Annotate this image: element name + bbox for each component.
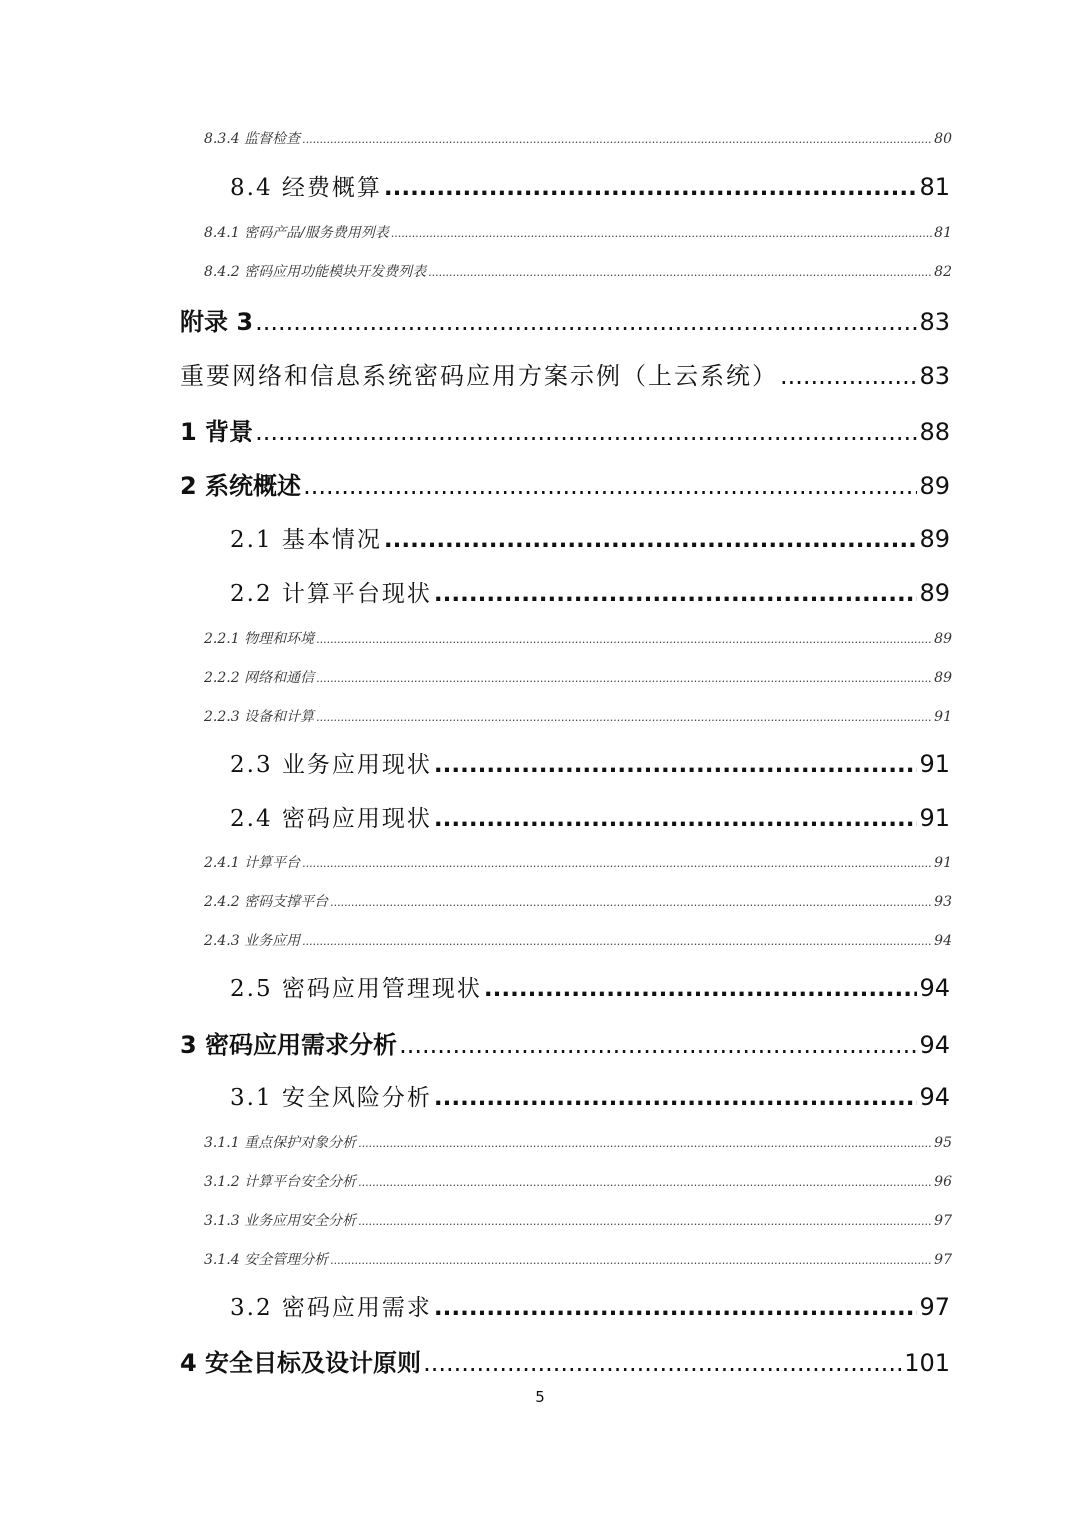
toc-entry-label: 2 系统概述: [180, 472, 302, 500]
toc-entry-page: 81: [919, 173, 950, 201]
toc-leader-dots: [316, 670, 932, 686]
toc-entry-8-4-1[interactable]: [204, 222, 952, 242]
toc-entry-label: 3.1.4 安全管理分析: [204, 1252, 329, 1268]
toc-leader-dots: [255, 418, 917, 446]
toc-entry-label: 8.4.2 密码应用功能模块开发费列表: [204, 264, 427, 280]
toc-entry-page: 91: [919, 804, 950, 832]
toc-entry-page: 82: [934, 264, 952, 280]
toc-leader-dots: [434, 1295, 918, 1321]
toc-entry-label: 附录 3: [180, 308, 254, 336]
toc-entry-3-1-1[interactable]: [204, 1132, 952, 1152]
toc-entry-label: 2.4.3 业务应用: [204, 933, 301, 949]
toc-leader-dots: [434, 806, 918, 832]
toc-leader-dots: [316, 631, 932, 647]
toc-leader-dots: [330, 1252, 932, 1268]
toc-leader-dots: [358, 1135, 932, 1151]
toc-entry-page: 89: [919, 579, 950, 607]
toc-leader-dots: [434, 1085, 918, 1111]
toc-entry-appendix-3-title[interactable]: [180, 356, 950, 391]
toc-entry-label: 8.3.4 监督检查: [204, 131, 301, 147]
toc-leader-dots: [302, 131, 932, 147]
toc-entry-page: 89: [919, 472, 950, 500]
toc-leader-dots: [434, 752, 918, 778]
toc-entry-page: 88: [919, 418, 950, 446]
toc-entry-label: 3.2 密码应用需求: [230, 1295, 432, 1321]
toc-entry-8-4[interactable]: [230, 169, 950, 202]
page-number: 5: [535, 1388, 545, 1406]
toc-leader-dots: [434, 581, 918, 607]
toc-leader-dots: [780, 362, 917, 390]
toc-entry-label: 重要网络和信息系统密码应用方案示例（上云系统）: [180, 362, 778, 390]
toc-entry-2-2-3[interactable]: [204, 706, 952, 726]
toc-entry-page: 80: [934, 131, 952, 147]
toc-entry-label: 2.4 密码应用现状: [230, 806, 432, 832]
toc-entry-2-4-3[interactable]: [204, 930, 952, 950]
toc-leader-dots: [255, 308, 917, 336]
toc-entry-label: 2.4.2 密码支撑平台: [204, 894, 329, 910]
toc-entry-label: 3.1.2 计算平台安全分析: [204, 1174, 357, 1190]
toc-entry-4[interactable]: [180, 1343, 950, 1378]
toc-leader-dots: [484, 976, 918, 1002]
toc-entry-label: 4 安全目标及设计原则: [180, 1349, 422, 1377]
toc-entry-label: 3.1.3 业务应用安全分析: [204, 1213, 357, 1229]
toc-entry-label: 3.1 安全风险分析: [230, 1085, 432, 1111]
toc-entry-3-1-3[interactable]: [204, 1210, 952, 1230]
toc-entry-label: 2.4.1 计算平台: [204, 855, 301, 871]
toc-entry-page: 89: [934, 631, 952, 647]
toc-entry-page: 97: [919, 1293, 950, 1321]
toc-entry-3-1[interactable]: [230, 1079, 950, 1112]
toc-leader-dots: [399, 1031, 917, 1059]
toc-entry-2-3[interactable]: [230, 746, 950, 779]
toc-entry-page: 89: [934, 670, 952, 686]
toc-entry-page: 94: [934, 933, 952, 949]
toc-leader-dots: [302, 933, 932, 949]
toc-entry-3[interactable]: [180, 1025, 950, 1060]
toc-entry-page: 81: [934, 225, 952, 241]
toc-entry-page: 93: [934, 894, 952, 910]
toc-entry-page: 96: [934, 1174, 952, 1190]
toc-entry-label: 2.2 计算平台现状: [230, 581, 432, 607]
toc-entry-page: 97: [934, 1213, 952, 1229]
toc-entry-page: 94: [919, 1083, 950, 1111]
toc-entry-1[interactable]: [180, 412, 950, 447]
toc-leader-dots: [423, 1349, 902, 1377]
toc-leader-dots: [391, 225, 932, 241]
toc-entry-label: 2.2.1 物理和环境: [204, 631, 315, 647]
toc-entry-appendix-3[interactable]: [180, 302, 950, 337]
toc-entry-label: 2.2.2 网络和通信: [204, 670, 315, 686]
toc-entry-label: 2.1 基本情况: [230, 527, 382, 553]
toc-entry-2-5[interactable]: [230, 970, 950, 1003]
toc-entry-page: 91: [934, 855, 952, 871]
toc-entry-label: 2.2.3 设备和计算: [204, 709, 315, 725]
toc-entry-label: 8.4.1 密码产品/服务费用列表: [204, 225, 389, 241]
toc-leader-dots: [428, 264, 932, 280]
toc-leader-dots: [384, 527, 918, 553]
toc-entry-page: 91: [919, 750, 950, 778]
toc-entry-page: 89: [919, 525, 950, 553]
toc-entry-label: 8.4 经费概算: [230, 175, 382, 201]
toc-leader-dots: [358, 1174, 932, 1190]
toc-entry-page: 94: [919, 1031, 950, 1059]
toc-entry-page: 101: [904, 1349, 950, 1377]
toc-entry-3-2[interactable]: [230, 1289, 950, 1322]
toc-entry-2-2-1[interactable]: [204, 628, 952, 648]
toc-leader-dots: [302, 855, 932, 871]
toc-entry-page: 94: [919, 974, 950, 1002]
toc-entry-page: 91: [934, 709, 952, 725]
toc-entry-2-1[interactable]: [230, 521, 950, 554]
toc-entry-2-2-2[interactable]: [204, 667, 952, 687]
toc-entry-2-4-1[interactable]: [204, 852, 952, 872]
toc-entry-label: 3.1.1 重点保护对象分析: [204, 1135, 357, 1151]
toc-leader-dots: [316, 709, 932, 725]
toc-entry-label: 2.5 密码应用管理现状: [230, 976, 482, 1002]
toc-entry-label: 3 密码应用需求分析: [180, 1031, 398, 1059]
toc-entry-page: 97: [934, 1252, 952, 1268]
toc-leader-dots: [303, 472, 917, 500]
toc-entry-2-2[interactable]: [230, 575, 950, 608]
toc-leader-dots: [358, 1213, 932, 1229]
toc-entry-2-4-2[interactable]: [204, 891, 952, 911]
toc-entry-page: 95: [934, 1135, 952, 1151]
toc-entry-label: 2.3 业务应用现状: [230, 752, 432, 778]
toc-entry-page: 83: [919, 362, 950, 390]
toc-entry-8-3-4[interactable]: [204, 128, 952, 148]
toc-entry-3-1-2[interactable]: [204, 1171, 952, 1191]
toc-entry-page: 83: [919, 308, 950, 336]
toc-entry-label: 1 背景: [180, 418, 254, 446]
toc-entry-2-4[interactable]: [230, 800, 950, 833]
toc-leader-dots: [384, 175, 918, 201]
toc-entry-2[interactable]: [180, 466, 950, 501]
toc-entry-8-4-2[interactable]: [204, 261, 952, 281]
toc-entry-3-1-4[interactable]: [204, 1249, 952, 1269]
toc-leader-dots: [330, 894, 932, 910]
